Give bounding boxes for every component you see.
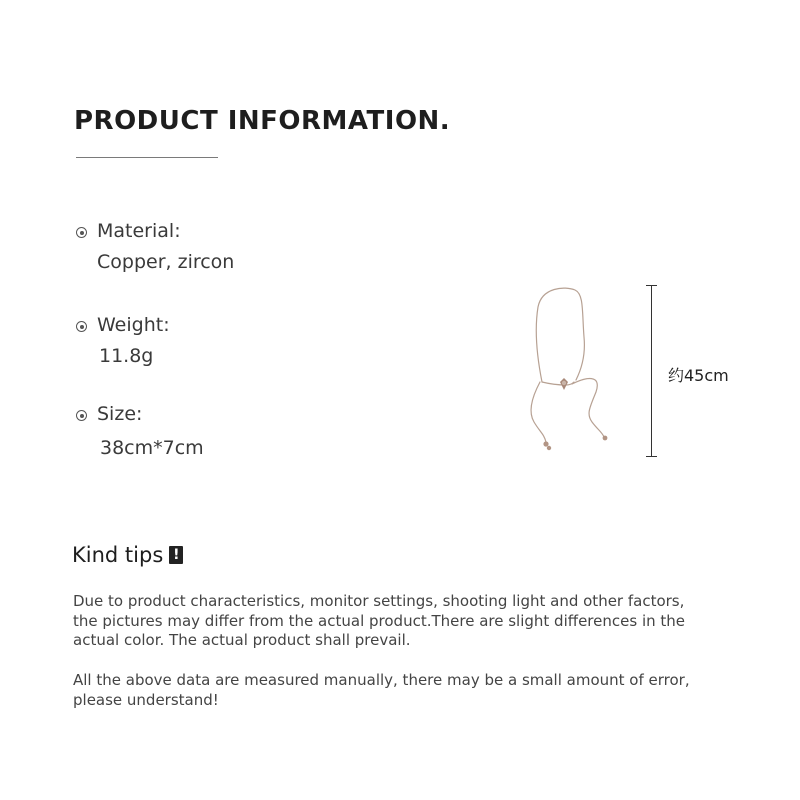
bullet-icon [76, 410, 87, 421]
spec-weight [76, 316, 170, 366]
spec-label: Size: [97, 403, 143, 425]
exclamation-icon: ! [169, 546, 183, 564]
spec-value: 11.8g [99, 345, 154, 367]
page-title: PRODUCT INFORMATION. [74, 106, 451, 136]
dimension-line [651, 285, 652, 457]
spec-label: Weight: [97, 314, 170, 336]
spec-size [76, 405, 204, 458]
spec-material [76, 222, 234, 272]
necklace-product-image [520, 282, 620, 462]
bullet-icon [76, 321, 87, 332]
title-divider [76, 157, 218, 158]
spec-value: 38cm*7cm [100, 437, 204, 459]
tips-heading [72, 543, 183, 567]
spec-value: Copper, zircon [97, 251, 235, 273]
tips-title: Kind tips [72, 543, 164, 567]
bullet-icon [76, 227, 87, 238]
spec-label: Material: [97, 220, 181, 242]
tip-paragraph-2: All the above data are measured manually, there may be a small amount of error, please understand! [73, 671, 690, 709]
dimension-label: 约45cm [668, 366, 729, 385]
dimension-cap-bottom [646, 456, 657, 457]
tip-paragraph-1: Due to product characteristics, monitor settings, shooting light and other factors, the pictures may differ from the actual product.There are slight differences in the actual color. The actual product shall prevail. [73, 592, 685, 649]
